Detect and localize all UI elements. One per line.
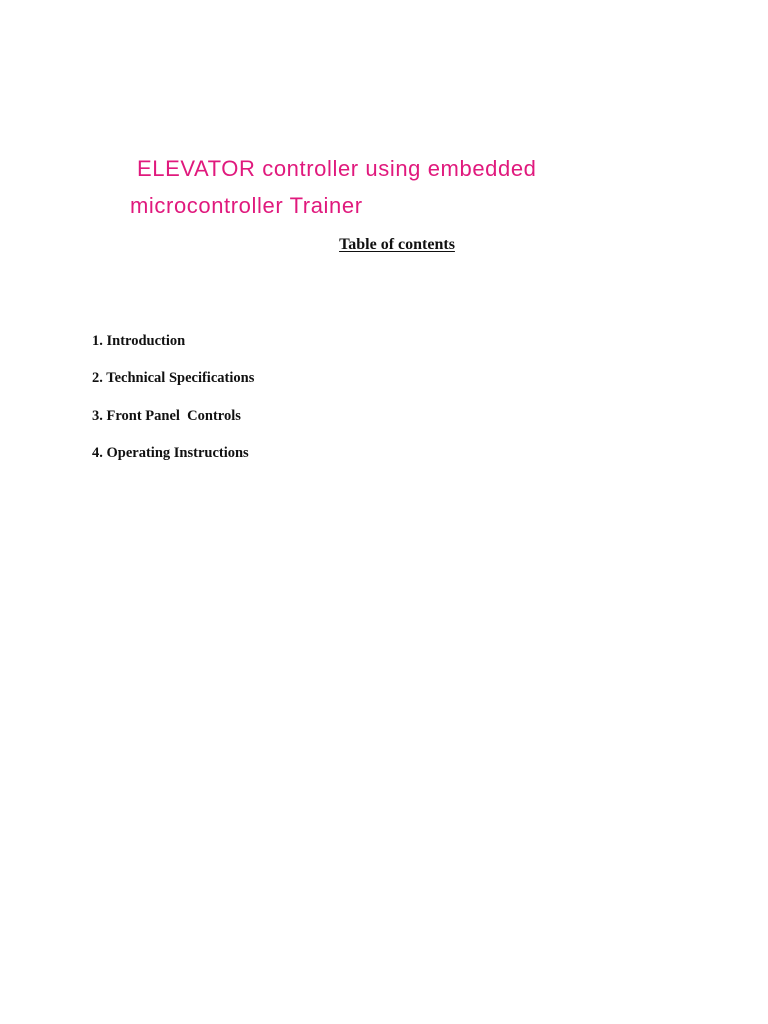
table-of-contents-heading: Table of contents xyxy=(339,236,455,253)
toc-item-front-panel-controls: 3. Front Panel Controls xyxy=(92,407,241,424)
table-of-contents-list xyxy=(92,332,254,481)
document-title xyxy=(130,150,537,224)
document-title-line-1: ELEVATOR controller using embedded xyxy=(137,156,537,181)
toc-item-operating-instructions: 4. Operating Instructions xyxy=(92,444,249,461)
toc-item-technical-specifications: 2. Technical Specifications xyxy=(92,370,255,387)
document-title-line-2: microcontroller Trainer xyxy=(130,193,363,218)
toc-item-introduction: 1. Introduction xyxy=(92,333,186,349)
